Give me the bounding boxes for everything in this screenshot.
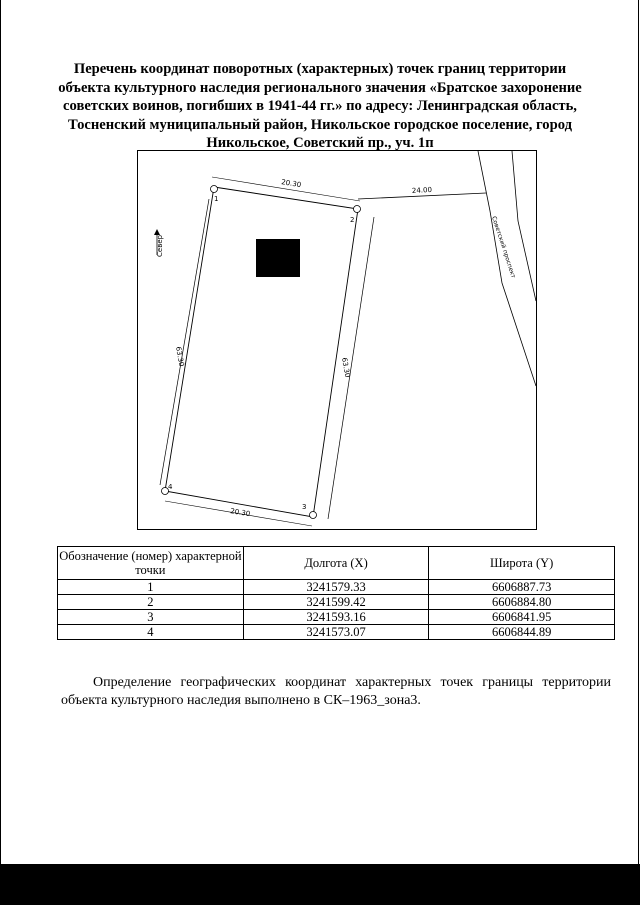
point-label-1: 1 [214,195,219,203]
table-row [58,625,615,640]
cell-point: 3 [58,610,244,625]
point-label-3: 3 [302,503,307,511]
table-row [58,580,615,595]
cell-x: 3241599.42 [243,595,429,610]
dimension-right: 63.30 [340,356,352,379]
north-label: Север [156,234,164,257]
dimension-bottom: 20.30 [229,507,251,519]
document-title [40,60,600,153]
point-label-4: 4 [168,483,173,491]
title-line: Тосненский муниципальный район, Никольское городское поселение, город [68,116,572,133]
title-line: объекта культурного наследия регионального значения «Братское захоронение [58,79,582,96]
cell-point: 2 [58,595,244,610]
cell-point: 1 [58,580,244,595]
plot-boundary [165,187,358,517]
point-marker-1 [211,186,218,193]
header-point-number: Обозначение (номер) характерной точки [58,547,244,580]
cell-x: 3241573.07 [243,625,429,640]
coordinates-table [57,546,615,640]
dimension-left: 63.30 [174,345,186,368]
site-plan-drawing [138,151,538,531]
road-label: Советский проспект [490,215,517,280]
dimension-top: 20.30 [280,178,302,190]
title-line: Никольское, Советский пр., уч. 1п [206,135,434,151]
site-plan [137,150,537,530]
coordinate-system-note: Определение географических координат характерных точек границы территории объекта культурного наследия выполнено в СК–1963_зона3. [61,675,611,708]
cell-y: 6606887.73 [429,580,615,595]
title-line: советских воинов, погибших в 1941-44 гг.» по адресу: Ленинградская область, [63,98,577,114]
point-label-2: 2 [350,216,355,224]
cell-y: 6606844.89 [429,625,615,640]
cell-x: 3241593.16 [243,610,429,625]
point-marker-3 [310,512,317,519]
dimension-link: 24.00 [411,185,433,195]
table-row [58,610,615,625]
road-edge-right [512,151,536,301]
cell-y: 6606841.95 [429,610,615,625]
point-marker-2 [354,206,361,213]
header-longitude: Долгота (X) [243,547,429,580]
table-header-row [58,547,615,580]
table-row [58,595,615,610]
cell-point: 4 [58,625,244,640]
header-latitude: Широта (Y) [429,547,615,580]
cell-x: 3241579.33 [243,580,429,595]
title-line: Перечень координат поворотных (характерных) точек границ территории [73,61,567,77]
bottom-bar [0,864,640,905]
cell-y: 6606884.80 [429,595,615,610]
boundary-offset-left [160,199,209,485]
monument-block [256,239,300,277]
north-arrow-head-icon [154,229,160,235]
